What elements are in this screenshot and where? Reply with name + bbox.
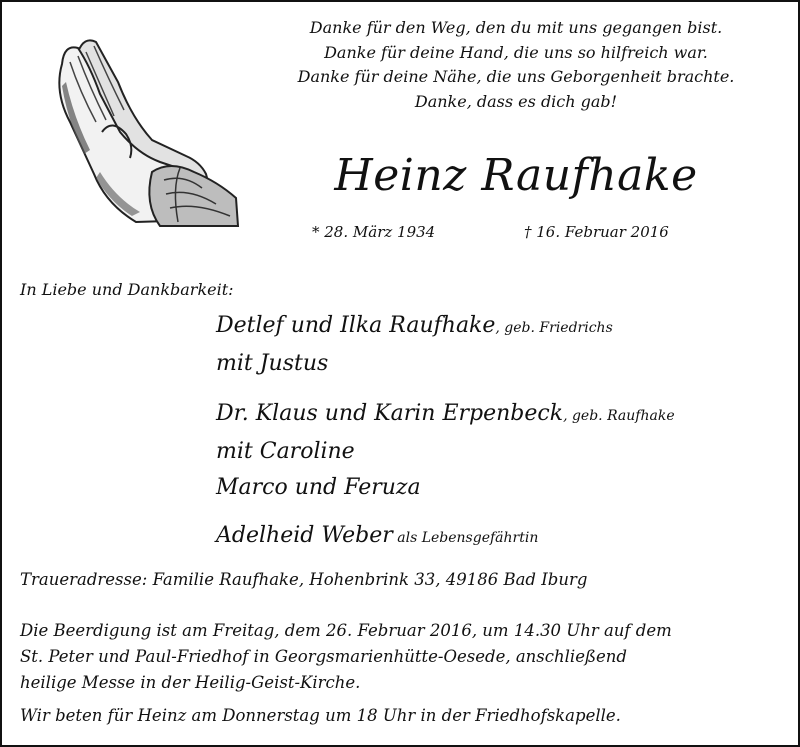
- funeral-line: Die Beerdigung ist am Freitag, dem 26. Februar 2016, um 14.30 Uhr auf dem: [20, 621, 672, 640]
- poem-line: Danke für deine Hand, die uns so hilfreich war.: [324, 42, 708, 62]
- poem-line: Danke für den Weg, den du mit uns gegangen bist.: [309, 18, 723, 37]
- prayer-info: Wir beten für Heinz am Donnerstag um 18 Uhr in der Friedhofskapelle.: [20, 706, 621, 725]
- birth-date: * 28. März 1934: [312, 223, 436, 241]
- mourner-note: , geb. Raufhake: [563, 408, 675, 424]
- mourner-name: Dr. Klaus und Karin Erpenbeck: [216, 401, 564, 426]
- mourner-note: , geb. Friedrichs: [495, 320, 613, 336]
- praying-hands-icon: [40, 22, 245, 227]
- mourner-note: als Lebensgefährtin: [392, 530, 539, 546]
- mourner-name: Adelheid Weber: [216, 523, 393, 548]
- funeral-line: heilige Messe in der Heilig-Geist-Kirche.: [20, 673, 361, 692]
- funeral-line: St. Peter und Paul-Friedhof in Georgsmarienhütte-Oesede, anschließend: [20, 647, 627, 666]
- poem: [262, 16, 770, 114]
- mourner-line: mit Caroline: [216, 439, 355, 464]
- funeral-info: [20, 618, 672, 696]
- mourning-address: Traueradresse: Familie Raufhake, Hohenbrink 33, 49186 Bad Iburg: [20, 570, 588, 589]
- mourner-line: [216, 308, 786, 346]
- intro-text: In Liebe und Dankbarkeit:: [20, 280, 234, 299]
- mourner-line: Marco und Feruza: [216, 475, 421, 500]
- mourner-line: [216, 518, 786, 556]
- death-date: † 16. Februar 2016: [524, 223, 669, 241]
- deceased-name: Heinz Raufhake: [334, 150, 698, 201]
- mourner-line: mit Justus: [216, 351, 329, 376]
- mourners-list: [216, 308, 786, 556]
- mourner-line: [216, 396, 786, 434]
- mourner-name: Detlef und Ilka Raufhake: [216, 313, 496, 338]
- poem-line: Danke, dass es dich gab!: [414, 91, 618, 111]
- poem-line: Danke für deine Nähe, die uns Geborgenheit brachte.: [297, 67, 735, 86]
